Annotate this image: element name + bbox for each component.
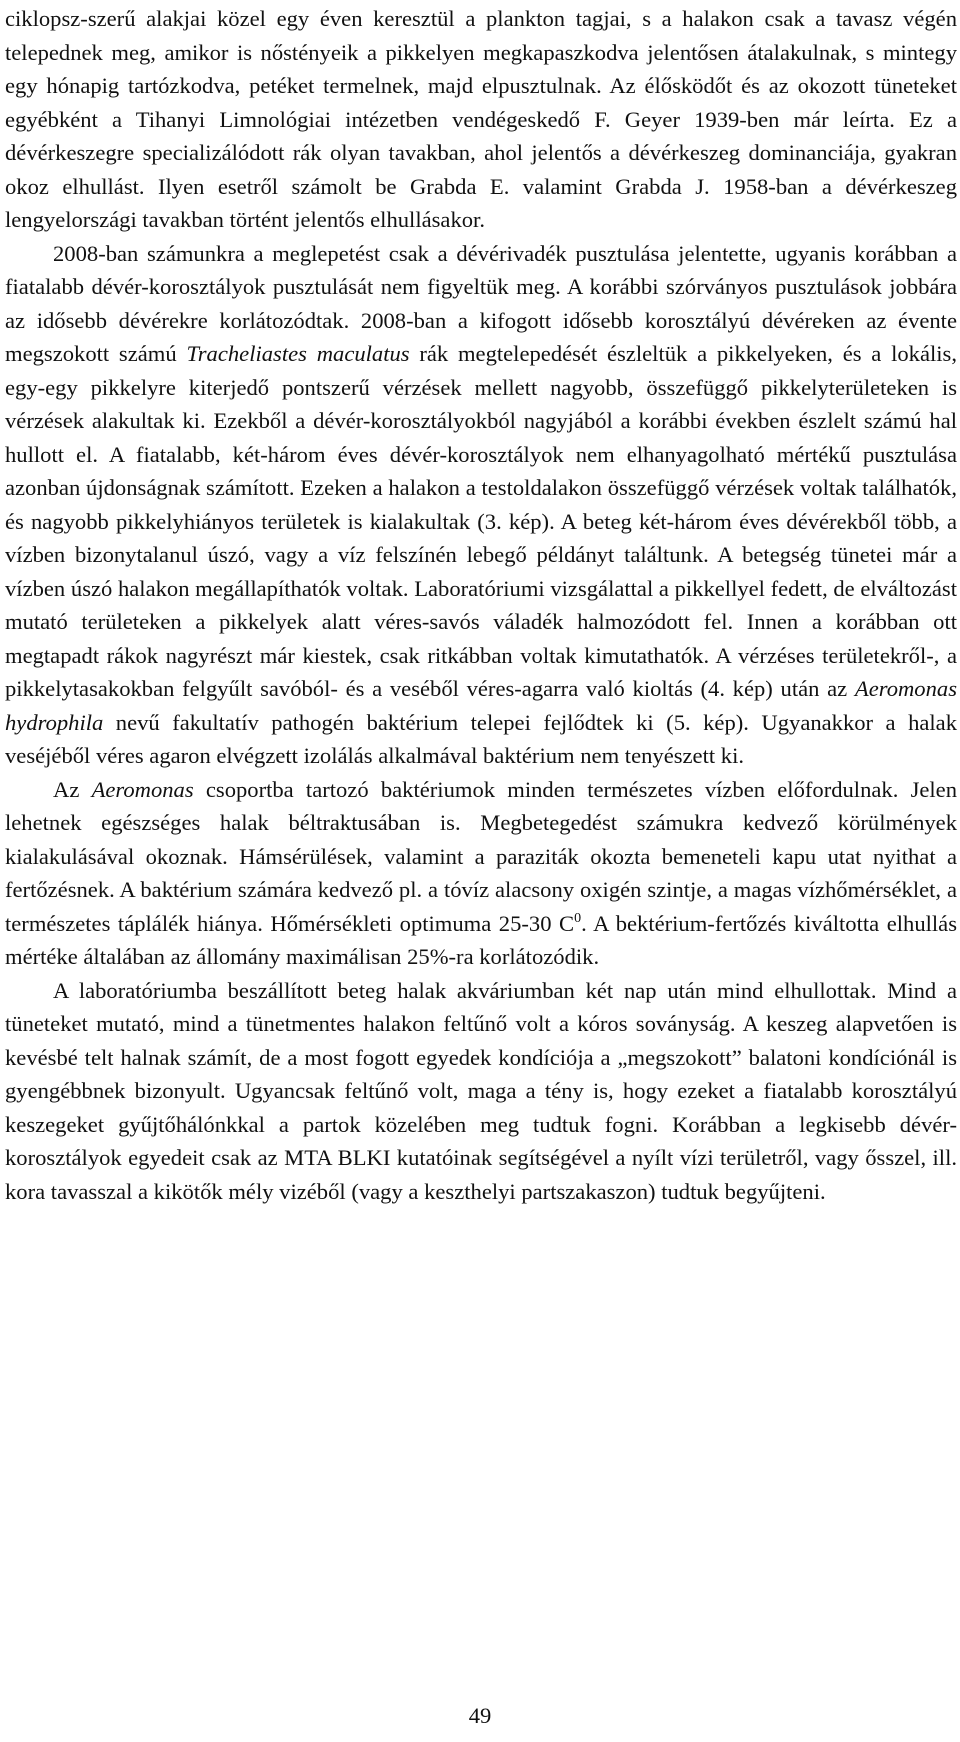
species-name-italic: Tracheliastes maculatus — [186, 341, 410, 366]
paragraph-continuation — [5, 2, 957, 237]
species-name-italic: Aeromonas hydrophila — [5, 676, 957, 735]
paragraph-text: nevű fakultatív pathogén baktérium telepei fejlődtek ki (5. kép). Ugyanakkor a halak veséjéből véres agaron elvégzett izolálás alkalmával baktérium nem tenyészett ki. — [5, 709, 957, 768]
paragraph-text: 2008-ban számunkra a meglepetést csak a dévérivadék pusztulása jelentette, ugyanis korábban a fiatalabb dévér-korosztályok pusztulását nem figyeltük meg. A korábbi szórványos pusztulások jobbára az idősebb dévérekre korlátozódtak. 2008-ban a kifogott idősebb korosztályú dévéreken az évente megszokott számú — [5, 240, 957, 366]
paragraph-laboratory — [5, 974, 957, 1209]
paragraph-text: Az — [53, 776, 92, 802]
document-page — [5, 2, 957, 1208]
paragraph-aeromonas — [5, 773, 957, 974]
paragraph-text: . A bektérium-fertőzés kiváltotta elhullás mértéke általában az állomány maximálisan 25%-ra korlátozódik. — [5, 910, 958, 969]
paragraph-text: csoportba tartozó baktériumok minden természetes vízben előfordulnak. Jelen lehetnek egészséges halak béltraktusában is. Megbetegedést számukra kedvező körülmények kialakulásával okoznak. Hámsérülések, valamint a paraziták okozta bemeneteli kapu utat nyithat a fertőzésnek. A baktérium számára kedvező pl. a tóvíz alacsony oxigén szintje, a magas vízhőmérséklet, a természetes táplálék hiánya. Hőmérsékleti optimuma 25-30 C — [5, 776, 957, 936]
genus-name-italic: Aeromonas — [91, 776, 194, 802]
paragraph-text: A laboratóriumba beszállított beteg halak akváriumban két nap után mind elhullottak. Mind a tüneteket mutató, mind a tünetmentes halakon feltűnő volt a kóros soványság. A keszeg alapvetően is kevésbé telt halnak számít, de a most fogott egyedek kondíciója a „megszokott” balatoni kondíciónál is gyengébbnek bizonyult. Ugyancsak feltűnő volt, maga a tény is, hogy ezeket a fiatalabb korosztályú keszegeket gyűjtőhálónkkal a partok közelében meg tudtuk fogni. Korábban a legkisebb dévér-korosztályok egyedeit csak az MTA BLKI kutatóinak segítségével a nyílt vízi területről, vagy ősszel, ill. kora tavasszal a kikötők mély vizéből (vagy a keszthelyi partszakaszon) tudtuk begyűjteni. — [5, 977, 957, 1204]
paragraph-text: ciklopsz-szerű alakjai közel egy éven keresztül a plankton tagjai, s a halakon csak a tavasz végén telepednek meg, amikor is nőstényeik a pikkelyen megkapaszkodva jelentősen átalakulnak, s mintegy egy hónapig tartózkodva, petéket termelnek, majd elpusztulnak. Az élősködőt és az okozott tüneteket egyébként a Tihanyi Limnológiai intézetben vendégeskedő F. Geyer 1939-ben már leírta. Ez a dévérkeszegre specializálódott rák olyan tavakban, ahol jelentős a dévérkeszeg dominanciája, gyakran okoz elhullást. Ilyen esetről számolt be Grabda E. valamint Grabda J. 1958-ban a dévérkeszeg lengyelországi tavakban történt jelentős elhullásakor. — [5, 6, 957, 232]
paragraph-text: rák megtelepedését észleltük a pikkelyeken, és a lokális, egy-egy pikkelyre kiterjedő pontszerű vérzések mellett nagyobb, összefüggő pikkelyterületeken is vérzések alakultak ki. Ezekből a dévér-korosztályokból nagyjából a korábbi években észlelt számú hal hullott el. A fiatalabb, két-három éves dévér-korosztályok nem elhanyagolható mértékű pusztulása azonban újdonságnak számított. Ezeken a halakon a testoldalakon összefüggő vérzések voltak találhatók, és nagyobb pikkelyhiányos területek is kialakultak (3. kép). A beteg két-három éves dévérekből több, a vízben bizonytalanul úszó, vagy a víz felszínén lebegő példányt találtunk. A betegség tünetei már a vízben úszó halakon megállapíthatók voltak. Laboratóriumi vizsgálattal a pikkellyel fedett, de elváltozást mutató területeken a pikkelyek alatt véres-savós váladék halmozódott fel. Innen a korábban ott megtapadt rákok nagyrészt már kiestek, csak ritkábban voltak kimutathatók. A vérzéses területekről-, a pikkelytasakokban felgyűlt savóból- és a veséből véres-agarra való kioltás (4. kép) után az — [5, 341, 957, 701]
degree-superscript: 0 — [574, 910, 582, 926]
page-number: 49 — [468, 1703, 492, 1728]
paragraph-dever-fry-mortality — [5, 237, 957, 773]
